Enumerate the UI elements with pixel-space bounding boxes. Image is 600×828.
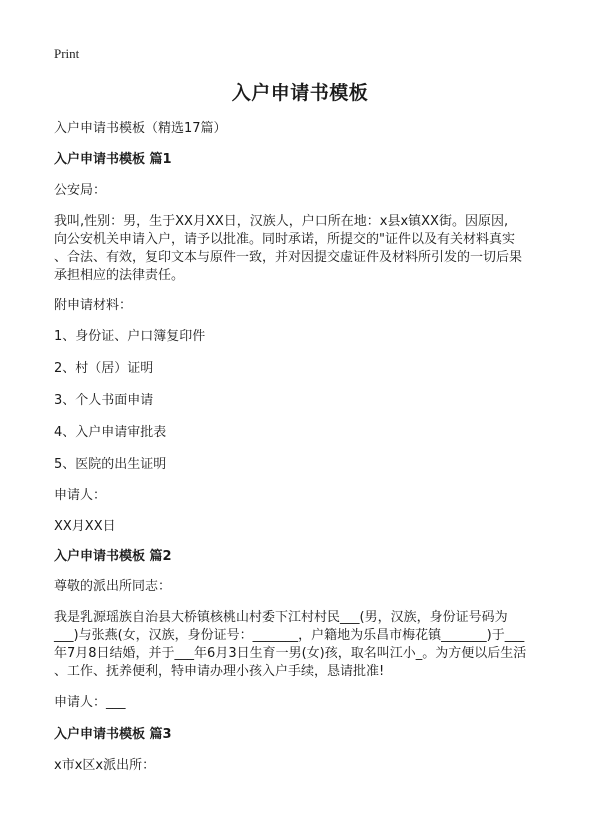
section-2-heading: 入户申请书模板 篇2	[54, 549, 172, 564]
attachments-label: 附申请材料：	[54, 298, 133, 313]
body-line: 我是乳源瑶族自治县大桥镇核桃山村委下江村村民___(男，汉族，身份证号码为	[54, 610, 508, 625]
body-line: 承担相应的法律责任。	[54, 268, 185, 283]
attachment-item: 3、个人书面申请	[54, 393, 154, 408]
attachment-item: 1、身份证、户口簿复印件	[54, 329, 206, 344]
print-label[interactable]: Print	[54, 46, 80, 61]
attachment-item: 2、村（居）证明	[54, 361, 154, 376]
section-2-body	[54, 609, 554, 681]
document-subtitle: 入户申请书模板（精选17篇）	[54, 121, 227, 136]
attachment-item: 5、医院的出生证明	[54, 457, 167, 472]
body-line: 、合法、有效，复印文本与原件一致，并对因提交虚证件及材料所引发的一切后果	[54, 250, 523, 265]
body-line: 向公安机关申请入户，请予以批准。同时承诺，所提交的"证件以及有关材料真实	[54, 232, 515, 247]
section-2-applicant: 申请人：___	[54, 695, 126, 710]
section-3-heading: 入户申请书模板 篇3	[54, 727, 172, 742]
body-line: 年7月8日结婚，并于___年6月3日生育一男(女)孩，取名叫江小_。为方便以后生活	[54, 646, 527, 661]
document-title: 入户申请书模板	[231, 82, 369, 104]
section-1-heading: 入户申请书模板 篇1	[54, 152, 172, 167]
body-line: 、工作、抚养便利，特申请办理小孩入户手续，恳请批准!	[54, 664, 385, 679]
section-1-date: XX月XX日	[54, 519, 116, 534]
section-2-salutation: 尊敬的派出所同志：	[54, 579, 172, 594]
body-line: ___)与张燕(女，汉族，身份证号：_______，户籍地为乐昌市梅花镇_______)于___	[54, 628, 525, 643]
section-1-applicant: 申请人：	[54, 488, 107, 503]
section-3-salutation: x市x区x派出所：	[54, 758, 156, 773]
section-1-salutation: 公安局：	[54, 183, 107, 198]
section-1-body	[54, 213, 554, 285]
body-line: 我叫,性别：男，生于XX月XX日，汉族人，户口所在地：x县x镇XX街。因原因,	[54, 214, 509, 229]
attachment-item: 4、入户申请审批表	[54, 425, 167, 440]
